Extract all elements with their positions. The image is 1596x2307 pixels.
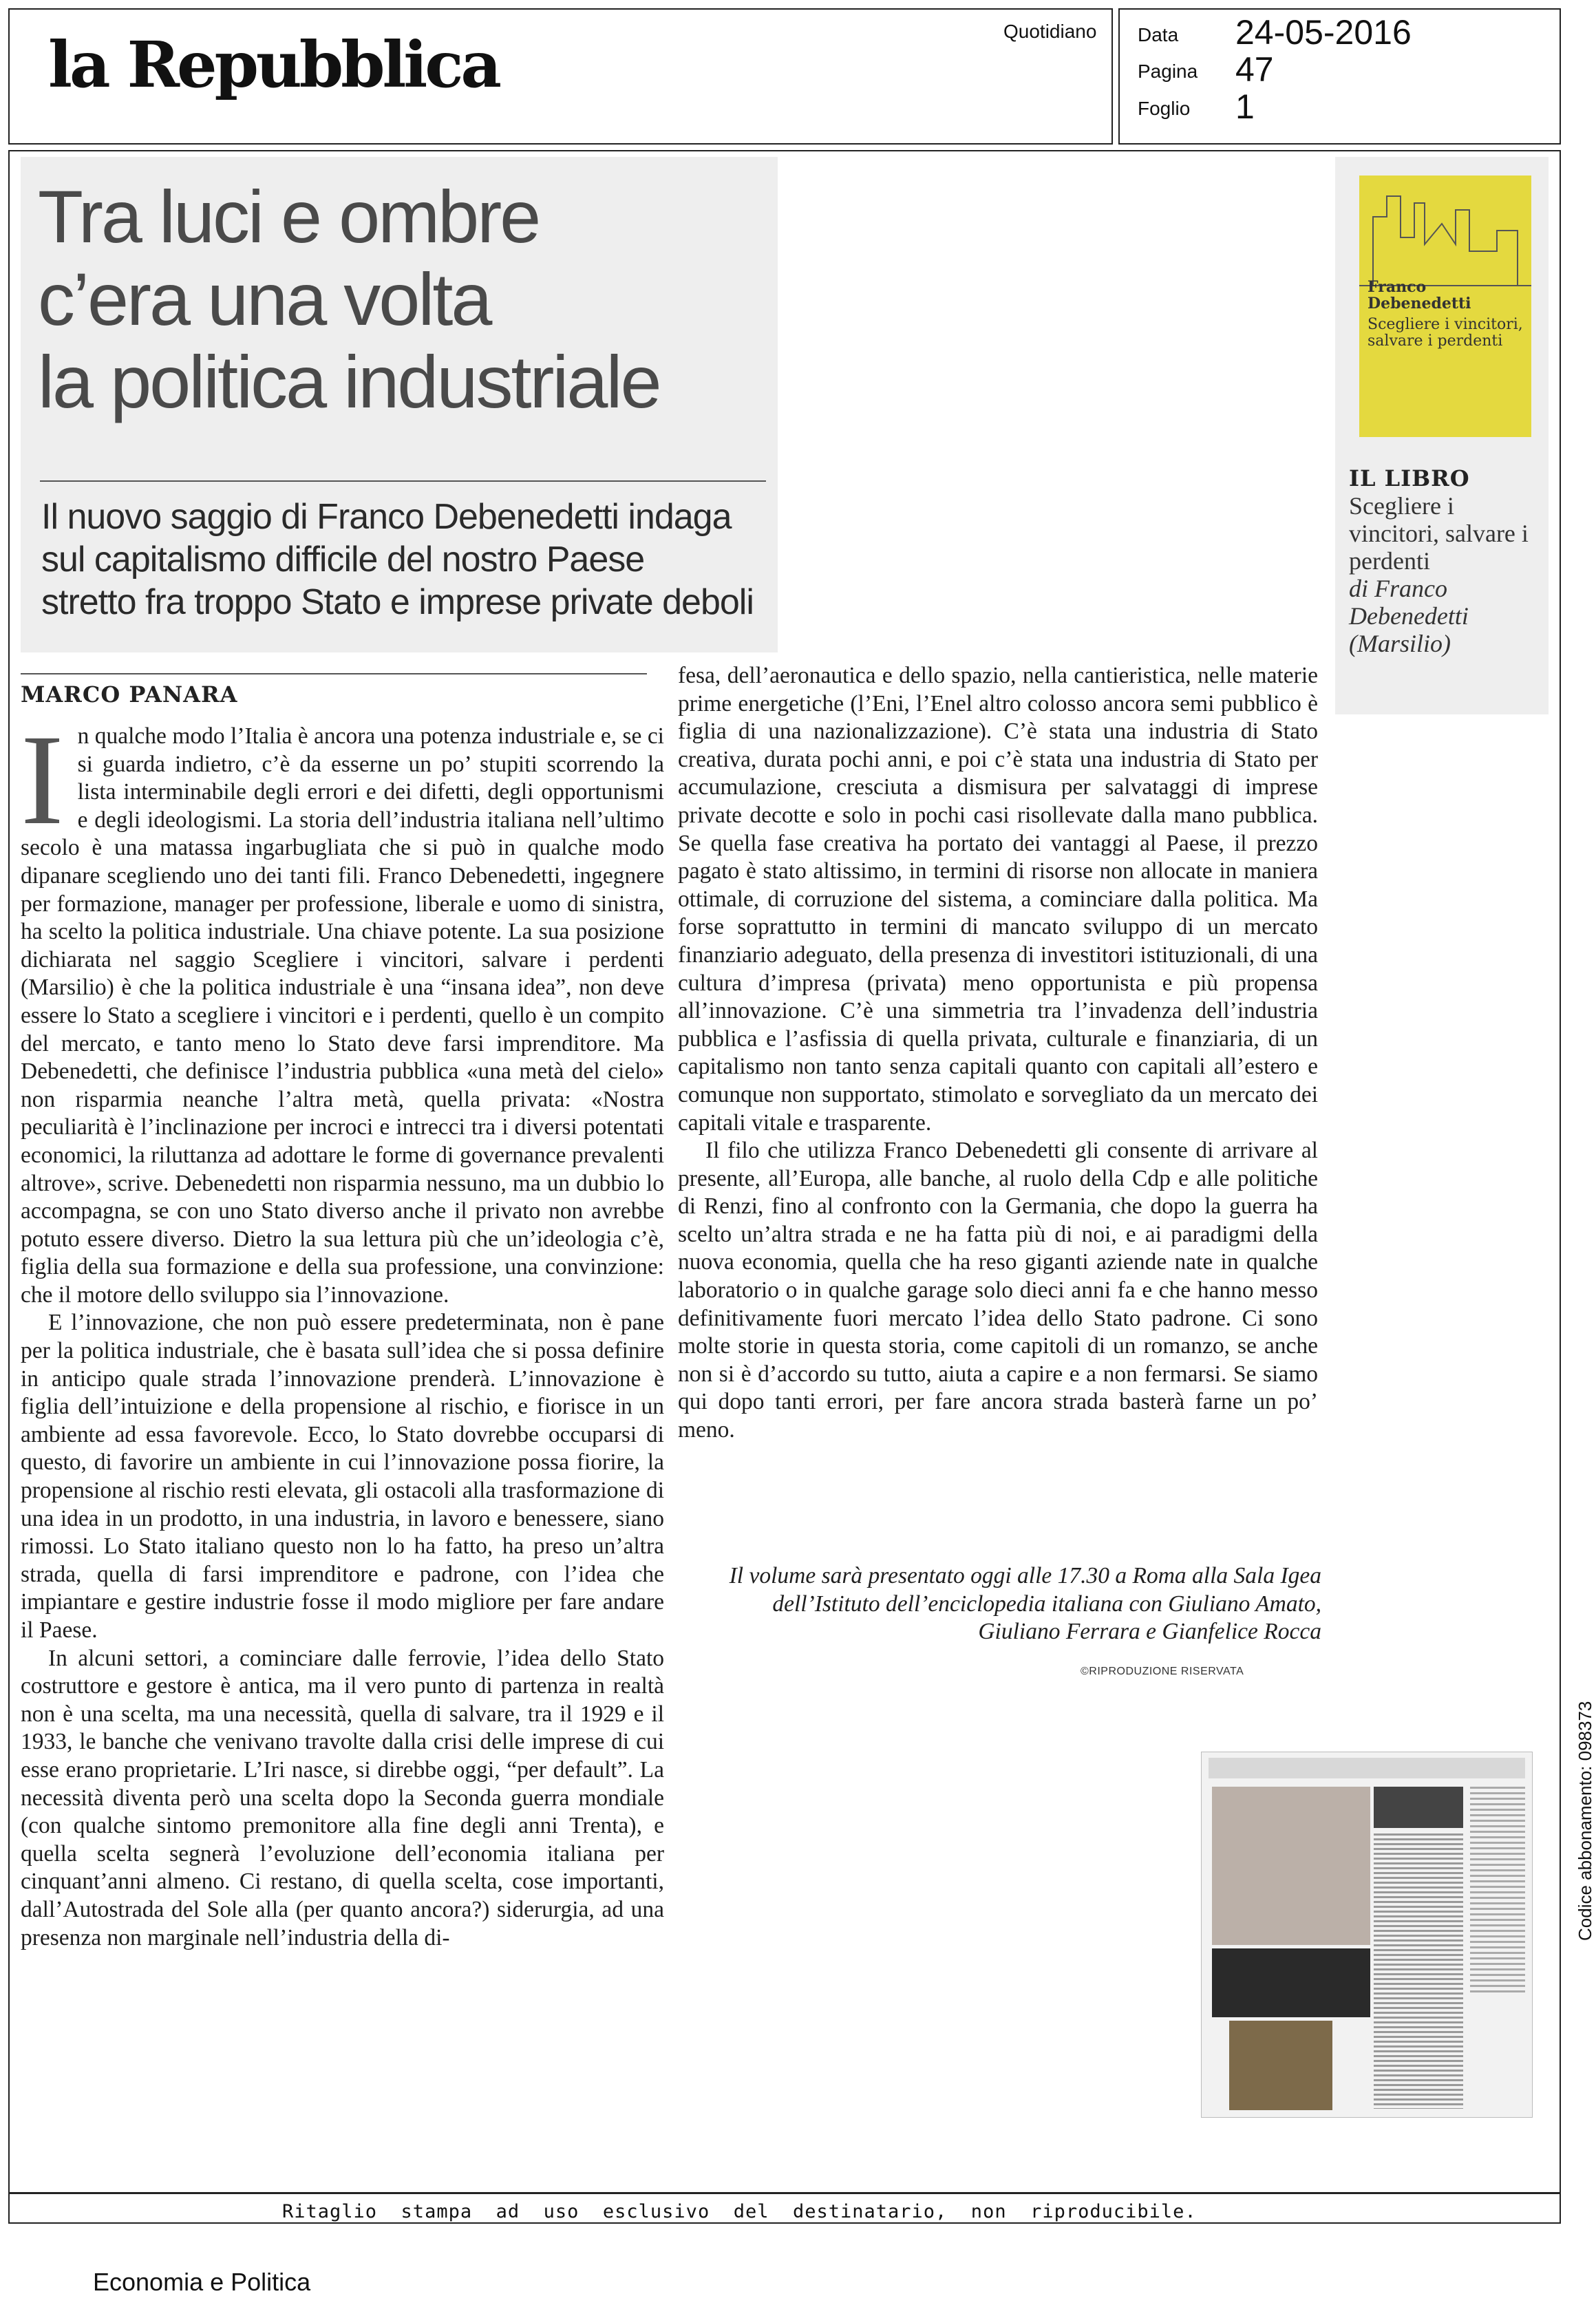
book-caption-title: Scegliere i vincitori, salvare i perdenti <box>1349 492 1529 575</box>
publication-type: Quotidiano <box>1003 21 1097 42</box>
article-paragraph: Il filo che utilizza Franco Debenedetti gli consente di arrivare al presente, all’Europa, alle banche, al ruolo della Cdp e alle politiche di Renzi, fino al confronto con la Germania, che dopo la guerra ha scelto un’altra strada e ne ha fatta più di noi, e ai paradigmi della nuova economia, quella che ha reso giganti aziende nate in qualche laboratorio o in qualche garage solo dieci anni fa e che hanno messo definitivamente fuori mercato l’idea dello Stato padrone. Ci sono molte storie in questa storia, come capitoli di un romanzo, se anche non si è d’accordo su tutto, aiuta a capire e a non fermarsi. Se siamo qui dopo tanti errori, per fare ancora strada basterà farne un po’ meno. <box>678 1138 1318 1443</box>
book-caption-publisher: (Marsilio) <box>1349 630 1451 657</box>
book-caption-author: di Franco Debenedetti <box>1349 575 1469 630</box>
sheet-value: 1 <box>1235 87 1255 126</box>
article-paragraph: E l’innovazione, che non può essere predeterminata, non è pane per la politica industriale, che è basata sull’idea che si possa definire in anticipo quale strada l’innovazione prenderà. L’innovazione è figlia dell’intuizione e della propensione al rischio, e fiorisce in un ambiente ad essa favorevole. Ecco, lo Stato dovrebbe occuparsi di questo, di favorire un ambiente in cui l’innovazione possa fiorire, la propensione al rischio resti elevata, gli ostacoli alla trasformazione di una idea in un prodotto, in una industria, in lavoro e benessere, siano rimossi. Lo Stato italiano questo non lo ha fatto, ha preso un’altra strada, quella di farsi imprenditore e padrone, con l’idea che impiantare e gestire industrie fosse il modo migliore per fare andare il Paese. <box>21 1310 664 1643</box>
drop-cap: I <box>21 708 64 851</box>
subtitle-line: stretto fra troppo Stato e imprese private deboli <box>41 582 754 622</box>
headline-line: c’era una volta <box>38 257 491 341</box>
date-label: Data <box>1138 24 1179 45</box>
article-paragraph: fesa, dell’aeronautica e dello spazio, nella cantieristica, nelle materie prime energetiche (l’Eni, l’Enel altro colosso ancora semi pubblico è figlia di una nazionalizzazione). C’è stata una industria di Stato creativa, durata pochi anni, e poi c’è stata una industria di Stato per accumulazione, cresciuta a dismisura per salvataggi di imprese private decotte e solo in pochi casi risollevate dalla mano pubblica. Se quella fase creativa ha portato dei vantaggi al Paese, il prezzo pagato è stato altissimo, in termini di risorse non allocate in maniera ottimale, di corruzione del sistema, a cominciare dalla politica. Ma forse soprattutto in termini di mancato sviluppo di un mercato finanziario adeguato, della presenza di investitori istituzionali, di una cultura d’impresa (privata) meno opportunista e più propensa all’innovazione. C’è una simmetria tra l’invadenza dell’industria pubblica e l’asfissia di quella privata, culturale e finanziaria, di un capitalismo non tanto senza capitali quanto con capitali all’estero e comunque non supportato, stimolato e sorvegliato da un mercato dei capitali vitale e trasparente. <box>678 663 1318 1136</box>
presentation-note: Il volume sarà presentato oggi alle 17.30 a Roma alla Sala Igea dell’Istituto dell’enciclopedia italiana con Giuliano Amato, Giuliano Ferrara e Gianfelice Rocca <box>729 1563 1321 1645</box>
book-cover-title: Scegliere i vincitori, salvare i perdenti <box>1368 316 1523 350</box>
article-paragraph: In qualche modo l’Italia è ancora una potenza industriale e, se ci si guarda indietro, c’è da esserne un po’ stupiti scorrendo la lista interminabile degli errori e dei difetti, degli opportunismi e degli ideologismi. La storia dell’industria italiana nell’ultimo secolo è una matassa ingarbugliata che si può in qualche modo dipanare scegliendo uno dei tanti fili. Franco Debenedetti, ingegnere per formazione, manager per professione, liberale e uomo di sinistra, ha scelto la politica industriale. Una chiave potente. La sua posizione dichiarata nel saggio Scegliere i vincitori, salvare i perdenti (Marsilio) è che la politica industriale è una “insana idea”, non deve essere lo Stato a scegliere i vincitori e i perdenti, quello è un compito del mercato, e tanto meno lo Stato deve farsi imprenditore. Ma Debenedetti, che definisce l’industria pubblica «una metà del cielo» non risparmia neanche l’altra metà, quella privata: «Nostra peculiarità è l’inclinazione per incroci e intrecci tra i diversi potentati economici, la riluttanza ad adottare le forme di governance prevalenti altrove», scrive. Debenedetti non risparmia nessuno, ma un dubbio lo accompagna, se con uno Stato diverso anche il privato non avrebbe potuto essere diverso. Dietro la sua lettura più che un’ideologia c’è, figlia della sua formazione e della sua professione, una convinzione: che il motore dello sviluppo sia l’innovazione. <box>21 708 664 1308</box>
book-label: IL LIBRO <box>1349 465 1470 491</box>
copyright-notice: ©RIPRODUZIONE RISERVATA <box>1081 1666 1244 1677</box>
subtitle-line: sul capitalismo difficile del nostro Paese <box>41 540 645 580</box>
date-value: 24-05-2016 <box>1235 13 1412 52</box>
headline-line: la politica industriale <box>38 340 660 423</box>
reproduction-disclaimer: Ritaglio stampa ad uso esclusivo del destinatario, non riproducibile. <box>282 2201 1197 2222</box>
subtitle-line: Il nuovo saggio di Franco Debenedetti indaga <box>41 497 732 537</box>
section-category: Economia e Politica <box>93 2268 311 2296</box>
article-paragraph: In alcuni settori, a cominciare dalle ferrovie, l’idea dello Stato costruttore e gestore è antica, ma il vero punto di partenza in realtà non è una scelta, ma una necessità, quella di salvare, tra il 1929 e il 1933, le banche che venivano travolte dalla crisi delle imprese di cui esse erano proprietarie. L’Iri nasce, si direbbe oggi, “per default”. La necessità diventa però una scelta dopo la Seconda guerra mondiale (con qualche sintomo premonitore alla fine degli anni Trenta), e quella scelta segnerà l’evoluzione dell’economia italiana per cinquant’anni almeno. Ci restano, di quella scelta, cose importanti, dall’Autostrada del Sole alla (per quanto ancora?) siderurgia, ad una presenza non marginale nell’industria della di- <box>21 1645 664 1950</box>
sheet-label: Foglio <box>1138 98 1191 119</box>
book-cover-author: Franco Debenedetti <box>1368 278 1471 312</box>
page-label: Pagina <box>1138 61 1198 82</box>
subscription-code: Codice abbonamento: 098373 <box>1575 1701 1595 1941</box>
headline-line: Tra luci e ombre <box>38 175 540 258</box>
body-frame <box>8 150 1561 2194</box>
newspaper-logo: la Repubblica <box>48 28 499 102</box>
article-byline: MARCO PANARA <box>21 681 238 708</box>
page-value: 47 <box>1235 50 1274 89</box>
